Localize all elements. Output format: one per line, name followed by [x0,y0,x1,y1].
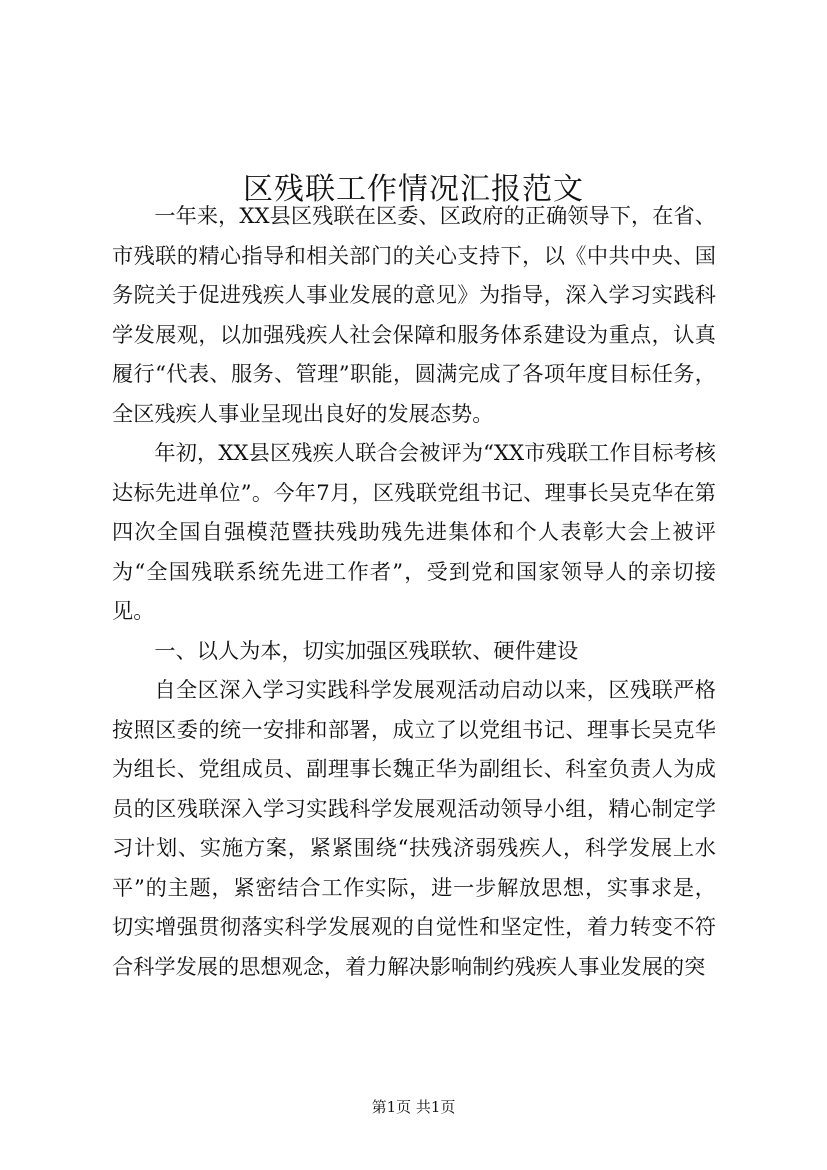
document-title: 区残联工作情况汇报范文 [243,172,584,208]
document-body [112,196,716,986]
page-footer: 第1页 共1页 [371,1098,456,1116]
paragraph-section-1: 自全区深入学习实践科学发展观活动启动以来，区残联严格按照区委的统一安排和部署，成立了以党组书记、理事长吴克华为组长、党组成员、副理事长魏正华为副组长、科室负责人为成员的区残联深入学习实践科学发展观活动领导小组，精心制定学习计划、实施方案，紧紧围绕“扶残济弱残疾人，科学发展上水平”的主题，紧密结合工作实际，进一步解放思想，实事求是，切实增强贯彻落实科学发展观的自觉性和坚定性，着力转变不符合科学发展的思想观念，着力解决影响制约残疾人事业发展的突 [112,677,716,979]
paragraph-intro: 一年来，XX县区残联在区委、区政府的正确领导下，在省、市残联的精心指导和相关部门的关心支持下，以《中共中央、国务院关于促进残疾人事业发展的意见》为指导，深入学习实践科学发展观，以加强残疾人社会保障和服务体系建设为重点，认真履行“代表、服务、管理”职能，圆满完成了各项年度目标任务，全区残疾人事业呈现出良好的发展态势。 [112,203,716,426]
section-heading-1: 一、以人为本，切实加强区残联软、硬件建设 [154,637,579,663]
paragraph-honors: 年初，XX县区残疾人联合会被评为“XX市残联工作目标考核达标先进单位”。今年7月，区残联党组书记、理事长吴克华在第四次全国自强模范暨扶残助残先进集体和个人表彰大会上被评为“全国残联系统先进工作者”，受到党和国家领导人的亲切接见。 [112,440,716,623]
